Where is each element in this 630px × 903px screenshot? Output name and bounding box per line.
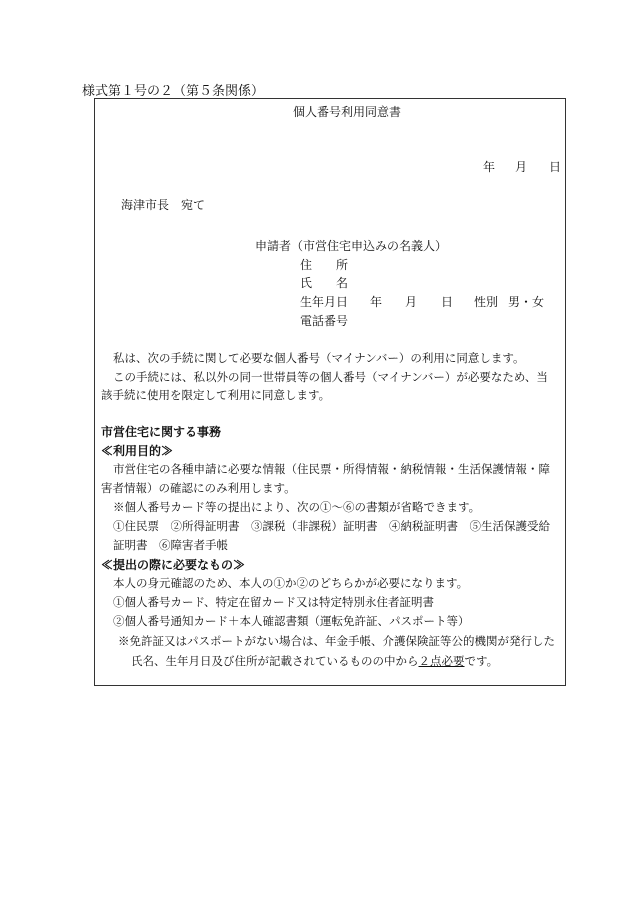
omitted-docs-line-1: ①住民票 ②所得証明書 ③課税（非課税）証明書 ④納税証明書 ⑤生活保護受給 (113, 519, 550, 533)
consent-line-2: この手続には、私以外の同一世帯員等の個人番号（マイナンバー）が必要なため、当 (113, 370, 548, 384)
form-number-header: 様式第１号の２（第５条関係） (82, 84, 265, 99)
remark-line-2-prefix: 氏名、生年月日及び住所が記載されているものの中から (131, 654, 419, 668)
gender-options: 男・女 (508, 295, 545, 309)
required-intro: 本人の身元確認のため、本人の①か②のどちらかが必要になります。 (113, 576, 469, 590)
purpose-line-2: 害者情報）の確認にのみ利用します。 (101, 481, 296, 495)
remark-line-1: ※免許証又はパスポートがない場合は、年金手帳、介護保険証等公的機関が発行した (118, 634, 555, 648)
dob-day-label: 日 (441, 295, 454, 309)
required-item-2: ②個人番号通知カード＋本人確認書類（運転免許証、パスポート等） (113, 614, 470, 628)
required-item-1: ①個人番号カード、特定在留カード又は特定特別永住者証明書 (113, 595, 434, 609)
date-year-label: 年 (483, 160, 496, 174)
remark-emphasis: ２点必要 (418, 654, 465, 668)
remark-line-2 (131, 653, 498, 669)
dob-year-label: 年 (370, 295, 383, 309)
required-items-heading: ≪提出の際に必要なもの≫ (101, 558, 246, 572)
name-label: 氏 名 (300, 276, 349, 290)
addressee: 海津市長 宛て (121, 198, 206, 212)
consent-line-3: 該手続に使用を限定して利用に同意します。 (101, 388, 331, 402)
form-title: 個人番号利用同意書 (293, 105, 402, 119)
omission-note: ※個人番号カード等の提出により、次の①～⑥の書類が省略できます。 (113, 500, 481, 514)
date-month-label: 月 (515, 160, 528, 174)
purpose-heading: ≪利用目的≫ (101, 444, 174, 458)
applicant-heading: 申請者（市営住宅申込みの名義人） (255, 239, 448, 253)
omitted-docs-line-2: 証明書 ⑥障害者手帳 (113, 538, 228, 552)
purpose-line-1: 市営住宅の各種申請に必要な情報（住民票・所得情報・納税情報・生活保護情報・障 (113, 462, 550, 476)
address-label: 住 所 (300, 258, 349, 272)
section-title: 市営住宅に関する事務 (101, 425, 222, 439)
consent-line-1: 私は、次の手続に関して必要な個人番号（マイナンバー）の利用に同意します。 (113, 351, 525, 365)
phone-label: 電話番号 (300, 314, 349, 328)
dob-month-label: 月 (405, 295, 418, 309)
date-day-label: 日 (549, 160, 562, 174)
gender-label: 性別 (474, 295, 499, 309)
dob-label: 生年月日 (300, 295, 349, 309)
remark-line-2-suffix: です。 (464, 654, 499, 668)
